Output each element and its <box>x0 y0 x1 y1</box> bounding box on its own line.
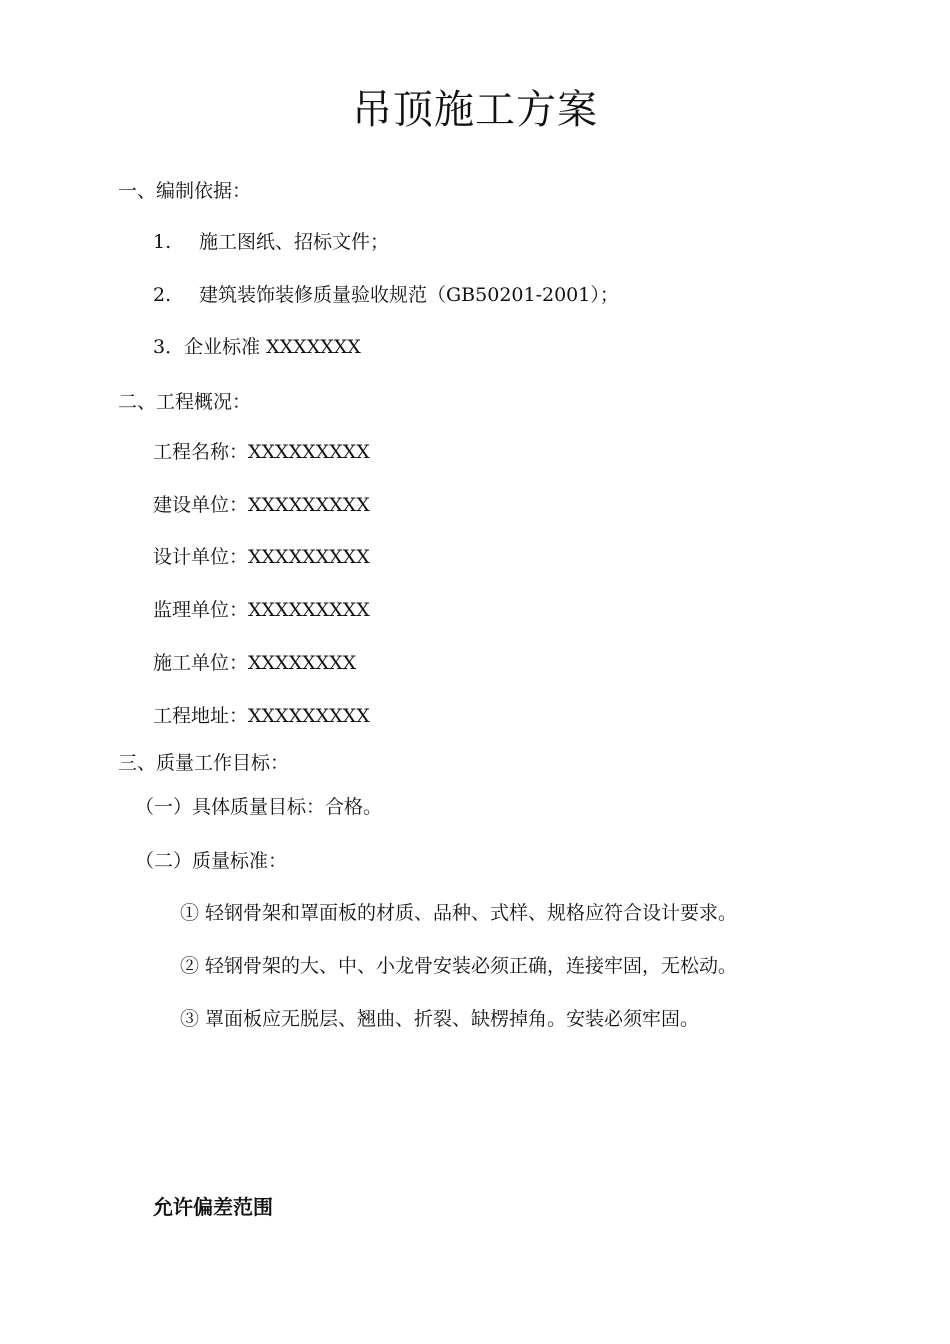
project-name: 工程名称：XXXXXXXXX <box>153 441 370 463</box>
section2-heading: 二、工程概况： <box>118 391 252 413</box>
item-text: 施工图纸、招标文件； <box>199 231 390 253</box>
tolerance-heading: 允许偏差范围 <box>153 1195 273 1219</box>
design-unit: 设计单位：XXXXXXXXX <box>153 546 370 568</box>
project-address: 工程地址：XXXXXXXXX <box>153 705 370 727</box>
construction-owner: 建设单位：XXXXXXXXX <box>153 494 370 516</box>
section1-item-1 <box>153 227 389 254</box>
section1-item-3: 3．企业标准 XXXXXXX <box>153 336 361 358</box>
quality-standard-heading: （二）质量标准： <box>135 850 288 872</box>
standard-item-1: ① 轻钢骨架和罩面板的材质、品种、式样、规格应符合设计要求。 <box>180 902 738 924</box>
quality-target: （一）具体质量目标：合格。 <box>135 796 383 818</box>
section3-heading: 三、质量工作目标： <box>118 752 290 774</box>
section1-item-2 <box>153 280 619 307</box>
section1-heading: 一、编制依据： <box>118 180 252 202</box>
document-title: 吊顶施工方案 <box>352 87 598 133</box>
contractor-unit: 施工单位：XXXXXXXX <box>153 652 357 674</box>
standard-item-2: ② 轻钢骨架的大、中、小龙骨安装必须正确，连接牢固，无松动。 <box>180 955 738 977</box>
standard-item-3: ③ 罩面板应无脱层、翘曲、折裂、缺楞掉角。安装必须牢固。 <box>180 1008 700 1030</box>
item-number: 1. <box>153 231 172 253</box>
item-number: 2. <box>153 284 172 306</box>
supervision-unit: 监理单位：XXXXXXXXX <box>153 599 370 621</box>
item-text: 建筑装饰装修质量验收规范（GB50201-2001）； <box>199 284 619 306</box>
